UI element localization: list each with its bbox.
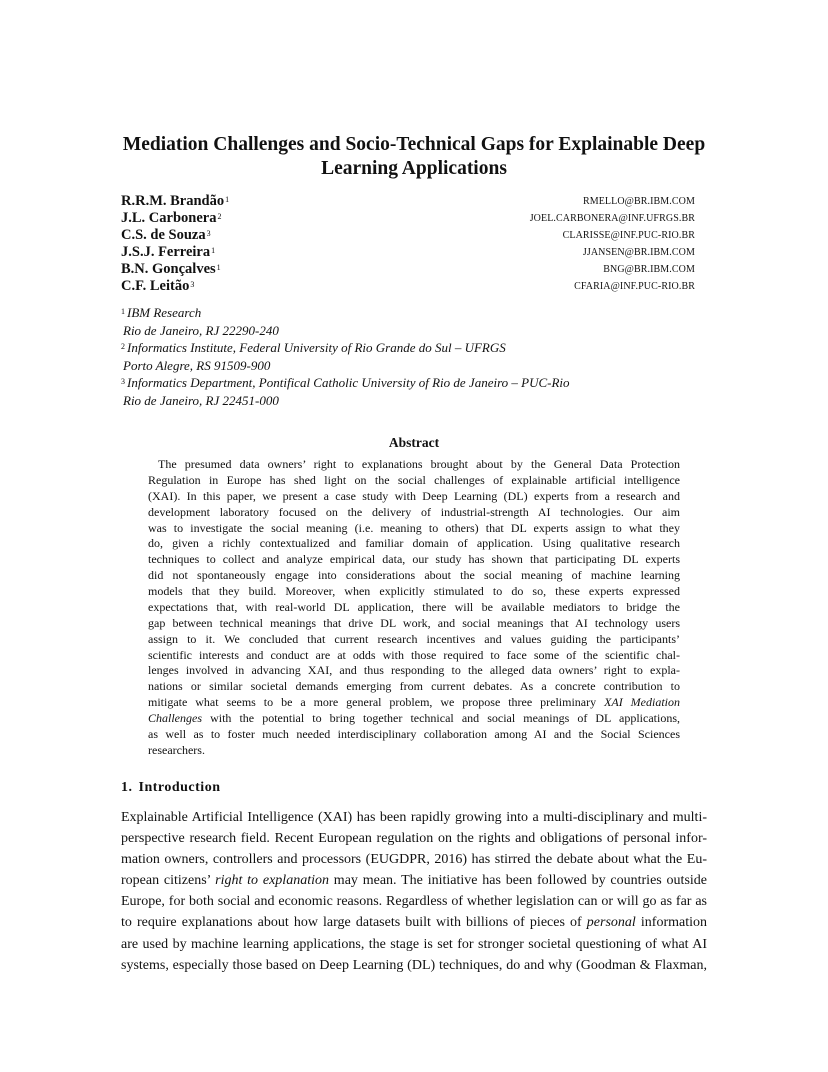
intro-line: ropean citizens’ right to explanation may mean. The initiative has been followed by countries outside bbox=[121, 873, 707, 889]
emphasis: right to explanation bbox=[215, 873, 329, 889]
intro-body bbox=[121, 807, 707, 976]
intro-line: systems, especially those based on Deep Learning (DL) techniques, do and why (Goodman & Flaxman, bbox=[121, 957, 707, 973]
abstract-line: Challenges with the potential to bring together technical and social meanings of DL applications, bbox=[148, 711, 680, 725]
emphasis: XAI Mediation bbox=[604, 695, 680, 710]
emphasis: Challenges bbox=[148, 711, 202, 725]
abstract-line: lenges involved in advancing XAI, and thus responding to the alleged data owners’ right to expla- bbox=[148, 663, 680, 678]
intro-line: to require explanations about how large datasets built with billions of pieces of personal information bbox=[121, 915, 707, 931]
abstract-line: did not spontaneously engage into considerations about the social meaning of machine learning bbox=[148, 568, 680, 583]
abstract-line: techniques to collect and analyze empirical data, our study has shown that participating DL experts bbox=[148, 552, 680, 567]
abstract-line: was to investigate the social meaning (i.e. meaning to others) that DL experts assign to what they bbox=[148, 520, 680, 535]
author-name: R.R.M. Brandão$^1$ bbox=[121, 193, 230, 209]
affiliation-line: Rio de Janeiro, RJ 22451-000 bbox=[123, 392, 279, 408]
title-line: Learning Applications bbox=[321, 158, 507, 179]
abstract-line: mitigate what seems to be a more general problem, we propose three preliminary XAI Mediation bbox=[148, 695, 680, 710]
intro-line: mation owners, controllers and processors (EUGDPR, 2016) has stirred the debate about what the Eu- bbox=[121, 852, 707, 868]
affiliations bbox=[121, 304, 721, 410]
emphasis: personal bbox=[586, 915, 636, 931]
author-row bbox=[121, 193, 695, 210]
abstract-line: models that they build. Moreover, when explicitly stimulated to do so, these experts expressed bbox=[148, 584, 680, 598]
author-name: B.N. Gonçalves$^1$ bbox=[121, 261, 221, 277]
author-name: J.S.J. Ferreira$^1$ bbox=[121, 244, 216, 260]
author-email: RMELLO@BR.IBM.COM bbox=[582, 196, 695, 207]
abstract-heading: Abstract bbox=[388, 435, 440, 450]
author-row bbox=[121, 210, 695, 227]
affiliation-line: Rio de Janeiro, RJ 22290-240 bbox=[123, 322, 279, 338]
section-heading bbox=[121, 779, 226, 796]
abstract-line: Regulation in Europe has shed light on the social challenges of explainable artificial intelligence bbox=[148, 472, 680, 487]
author-list bbox=[121, 193, 695, 295]
intro-line: perspective research field. Recent European regulation on the rights and obligations of personal infor- bbox=[121, 831, 707, 847]
paper-title bbox=[100, 133, 728, 181]
author-name: C.F. Leitão$^3$ bbox=[121, 278, 195, 294]
abstract-line: as well as to foster much needed interdisciplinary collaboration among AI and the Social Sciences bbox=[148, 726, 680, 741]
affiliation-line: $^2$ Informatics Institute, Federal University of Rio Grande do Sul – UFRGS bbox=[121, 340, 506, 356]
author-email: CLARISSE@INF.PUC-RIO.BR bbox=[562, 230, 695, 241]
intro-line: are used by machine learning applications, the stage is set for stronger societal questioning of what AI bbox=[121, 936, 707, 952]
author-row bbox=[121, 227, 695, 244]
author-row bbox=[121, 278, 695, 295]
abstract-line: gap between technical meanings that drive DL work, and social meanings that AI technology users bbox=[148, 615, 680, 630]
abstract-line: expectations that, with real-world DL application, there will be available mediators to bridge the bbox=[148, 599, 680, 614]
affiliation-line: Porto Alegre, RS 91509-900 bbox=[123, 357, 271, 373]
author-email: JJANSEN@BR.IBM.COM bbox=[582, 247, 695, 258]
author-email: JOEL.CARBONERA@INF.UFRGS.BR bbox=[529, 213, 695, 224]
abstract-line: development laboratory focused on the delivery of industrial-strength AI technologies. Our aim bbox=[148, 504, 680, 519]
abstract-line: The presumed data owners’ right to explanations brought about by the General Data Protection bbox=[158, 457, 680, 471]
section-number: 1. bbox=[121, 780, 133, 795]
abstract-line: scientific interests and conduct are at odds with those required to face some of the scientific chal- bbox=[148, 647, 680, 662]
abstract-body bbox=[148, 457, 680, 759]
intro-line: Europe, for both social and economic reasons. Regardless of whether legislation can or will go as far as bbox=[121, 894, 707, 910]
author-email: BNG@BR.IBM.COM bbox=[603, 264, 695, 275]
abstract-line: researchers. bbox=[148, 742, 205, 757]
author-name: J.L. Carbonera$^2$ bbox=[121, 210, 222, 226]
abstract-line: nations or similar societal demands emerging from current debates. As a concrete contribution to bbox=[148, 679, 680, 694]
abstract-line: do, given a richly contextualized and familiar domain of application. Using qualitative research bbox=[148, 536, 680, 551]
author-name: C.S. de Souza$^3$ bbox=[121, 227, 211, 243]
abstract-line: assign to it. We concluded that current research incentives and values guiding the participants’ bbox=[148, 631, 680, 646]
affiliation-line: $^1$ IBM Research bbox=[121, 305, 202, 320]
title-line: Mediation Challenges and Socio-Technical Gaps for Explainable Deep bbox=[122, 134, 706, 155]
author-row bbox=[121, 244, 695, 261]
author-email: CFARIA@INF.PUC-RIO.BR bbox=[574, 281, 695, 292]
section-title: Introduction bbox=[138, 780, 221, 795]
affiliation-line: $^3$ Informatics Department, Pontifical Catholic University of Rio de Janeiro – PUC-Rio bbox=[121, 375, 570, 391]
author-row bbox=[121, 261, 695, 278]
abstract-line: (XAI). In this paper, we present a case study with Deep Learning (DL) experts from a research and bbox=[148, 488, 680, 503]
intro-line: Explainable Artificial Intelligence (XAI) has been rapidly growing into a multi-disciplinary and multi- bbox=[121, 810, 707, 825]
